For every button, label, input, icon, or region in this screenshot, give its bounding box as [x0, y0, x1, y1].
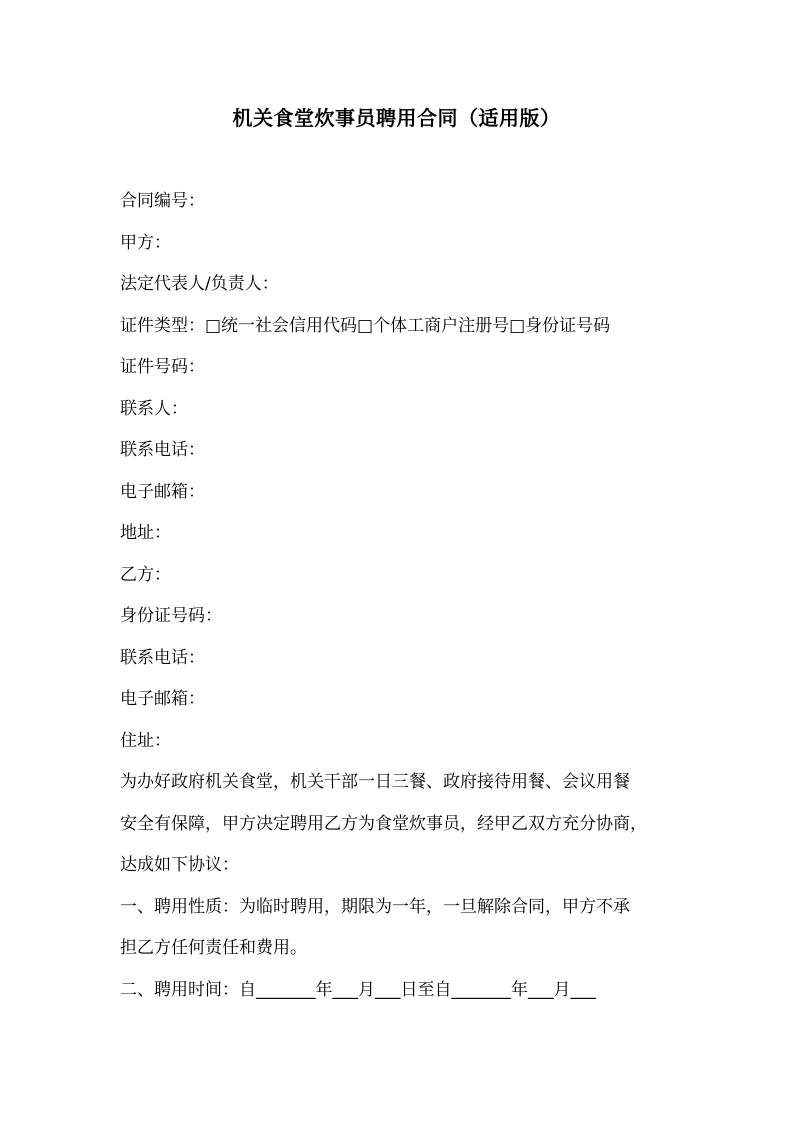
party-a-line: 甲方：: [120, 232, 171, 253]
id-number-line: 证件号码：: [120, 357, 205, 377]
contact-person-line: 联系人：: [120, 398, 188, 419]
document-title: 机关食堂炊事员聘用合同（适用版）: [232, 106, 561, 130]
contract-number-line: 合同编号：: [120, 191, 205, 211]
document-body: [120, 185, 680, 1015]
clause-2-line-1: 二、聘用时间：自_______年___月___日至自_______年___月___: [120, 979, 596, 1000]
party-a-address-line: 地址：: [120, 523, 171, 543]
clause-1-line-2: 担乙方任何责任和费用。: [120, 938, 307, 958]
clause-1-line-1: 一、聘用性质：为临时聘用，期限为一年，一旦解除合同，甲方不承: [120, 896, 630, 917]
preamble-line-1: 为办好政府机关食堂，机关干部一日三餐、政府接待用餐、会议用餐: [120, 772, 630, 792]
party-b-id-number-line: 身份证号码：: [120, 606, 222, 626]
party-b-email-line: 电子邮箱：: [120, 689, 205, 709]
party-a-email-line: 电子邮箱：: [120, 481, 205, 502]
legal-representative-line: 法定代表人/负责人：: [120, 274, 279, 294]
party-b-line: 乙方：: [120, 564, 171, 585]
preamble-line-3: 达成如下协议：: [120, 855, 239, 875]
party-b-phone-line: 联系电话：: [120, 647, 205, 668]
party-a-phone-line: 联系电话：: [120, 440, 205, 460]
party-b-address-line: 住址：: [120, 730, 171, 751]
preamble-line-2: 安全有保障，甲方决定聘用乙方为食堂炊事员，经甲乙双方充分协商，: [120, 813, 647, 834]
id-type-line: 证件类型：□统一社会信用代码□个体工商户注册号□身份证号码: [120, 315, 611, 336]
